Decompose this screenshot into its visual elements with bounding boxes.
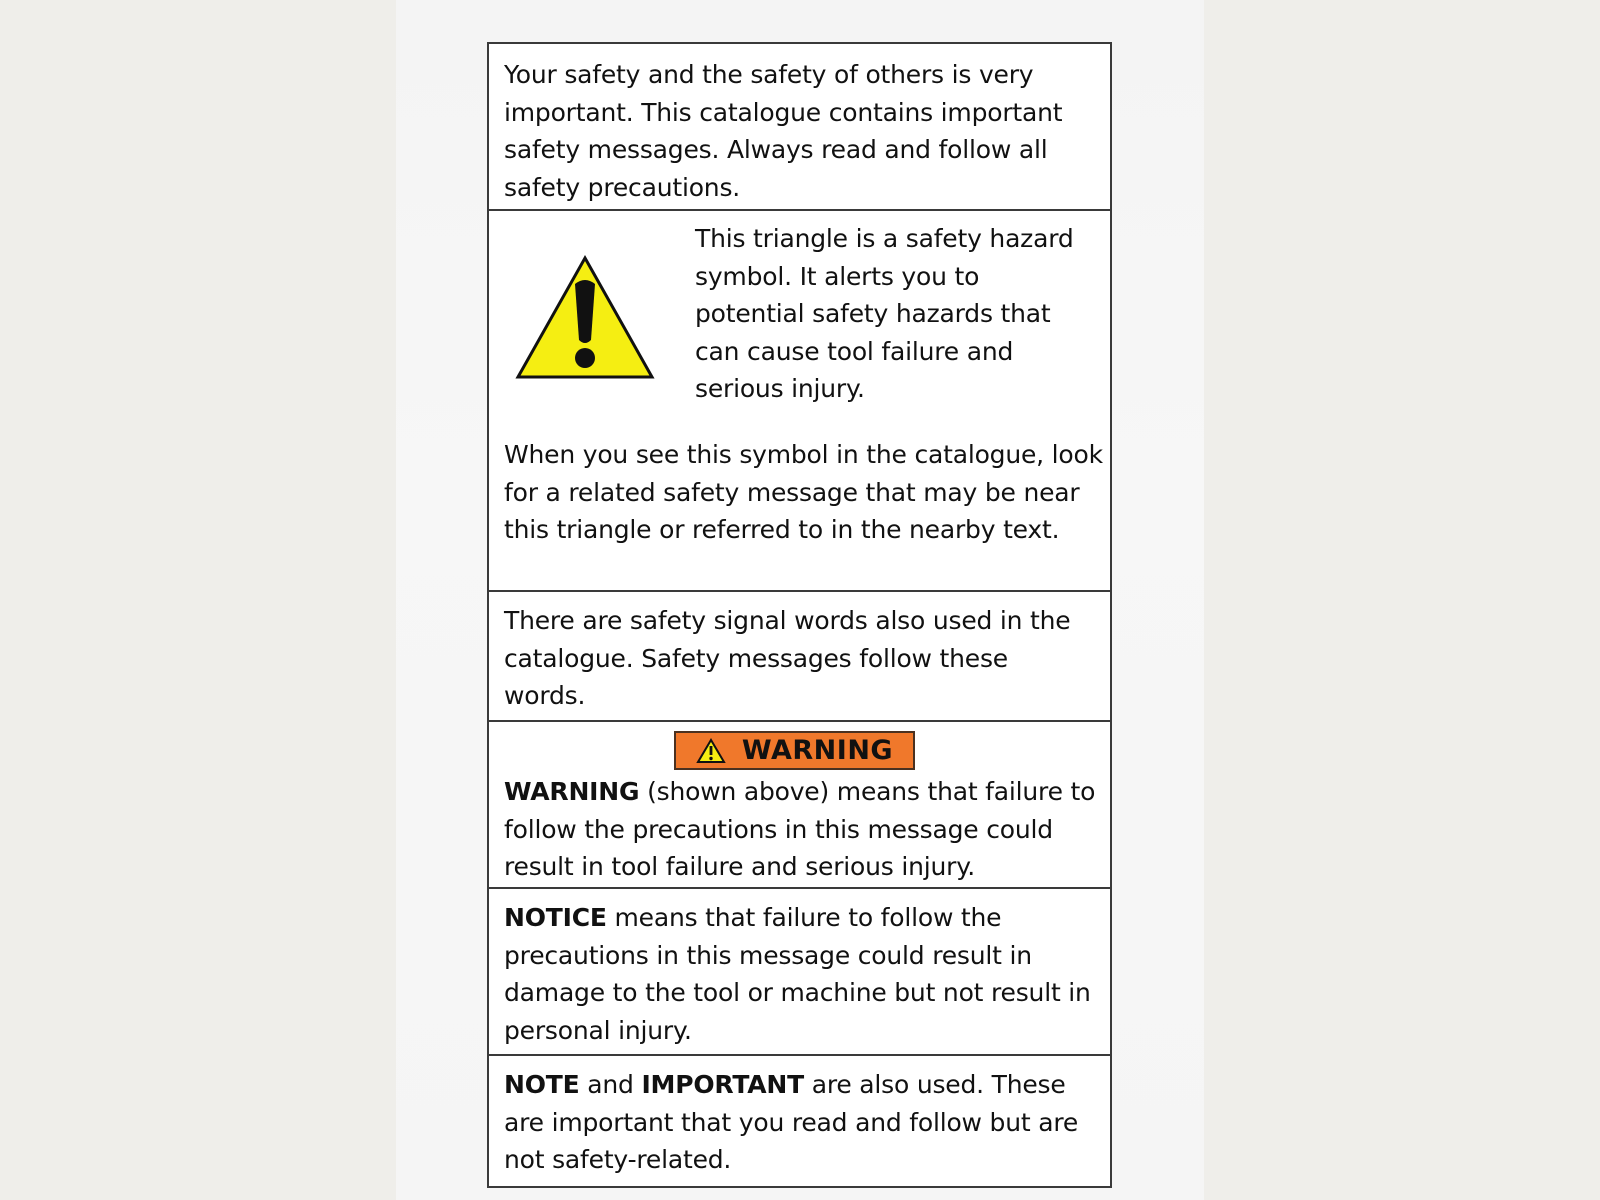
warning-text: (shown above) means that failure to follow the precautions in this message could result in tool failure and serious injury.	[504, 777, 1096, 881]
note-text: are also used. These are important that you read and follow but are not safety-related.	[504, 1070, 1079, 1174]
notice-description	[504, 899, 1096, 1049]
hazard-symbol-text: This triangle is a safety hazard symbol. It alerts you to potential safety hazards that can cause tool failure and serious injury.	[695, 224, 1074, 403]
intro-text: Your safety and the safety of others is very important. This catalogue contains important safety messages. Always read and follow all safety precautions.	[504, 60, 1063, 202]
safety-info-table	[487, 42, 1112, 1188]
warning-badge	[674, 731, 915, 770]
warning-badge-label: WARNING	[741, 734, 894, 766]
notice-term: NOTICE	[504, 903, 607, 932]
notice-text: means that failure to follow the precautions in this message could result in damage to the tool or machine but not result in personal injury.	[504, 903, 1091, 1045]
notice-cell	[489, 889, 1110, 1056]
warning-description	[504, 773, 1104, 886]
warning-triangle-icon	[514, 254, 656, 381]
warning-cell	[489, 722, 1110, 889]
note-term: NOTE	[504, 1070, 580, 1099]
intro-cell	[489, 44, 1110, 211]
warning-term: WARNING	[504, 777, 640, 806]
hazard-symbol-followup: When you see this symbol in the catalogue, look for a related safety message that may be near this triangle or referred to in the nearby text.	[504, 440, 1103, 544]
important-term: IMPORTANT	[641, 1070, 804, 1099]
small-warning-triangle-icon	[696, 738, 726, 764]
signal-words-cell	[489, 592, 1110, 722]
signal-words-text: There are safety signal words also used in the catalogue. Safety messages follow these words.	[504, 606, 1071, 710]
note-connector: and	[579, 1070, 642, 1099]
note-cell	[489, 1056, 1110, 1186]
hazard-symbol-cell	[489, 211, 1110, 592]
note-description	[504, 1066, 1096, 1179]
